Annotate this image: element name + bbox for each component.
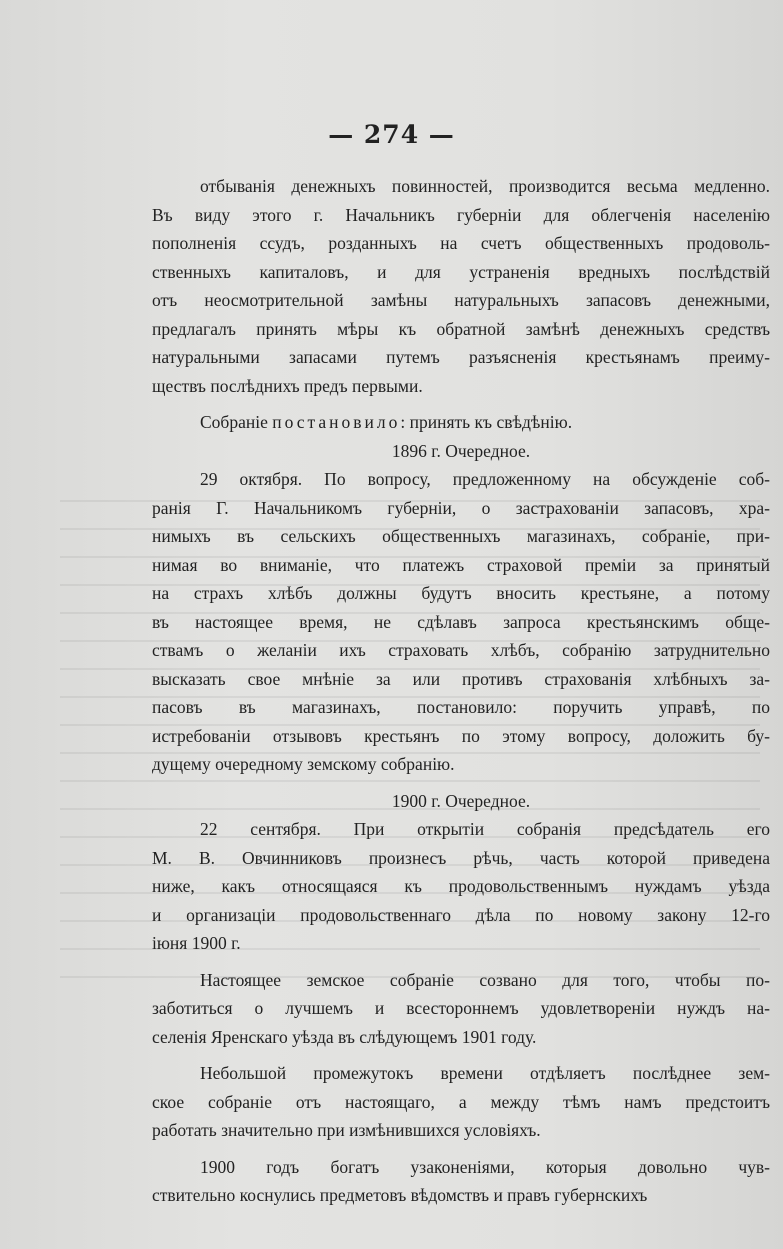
paragraph xyxy=(152,465,770,779)
text-line: и организаціи продовольственнаго дѣла по новому закону 12-го xyxy=(152,904,770,925)
text-line: Небольшой промежутокъ времени отдѣляетъ послѣднее зем- xyxy=(200,1063,770,1083)
text-line: Въ виду этого г. Начальникъ губерніи для облегченія населенію xyxy=(152,204,770,225)
text-line: пасовъ въ магазинахъ, постановило: поручить управѣ, по xyxy=(152,697,770,717)
text-line: селенія Яренскаго уѣзда въ слѣдующемъ 1901 году. xyxy=(152,1026,537,1047)
paragraph xyxy=(152,815,770,958)
text-line: іюня 1900 г. xyxy=(152,933,241,953)
text-line: 1900 годъ богатъ узаконеніями, которыя довольно чув- xyxy=(200,1156,770,1177)
text-line: ствительно коснулись предметовъ вѣдомствъ и правъ губернскихъ xyxy=(152,1185,648,1205)
text-line: 29 октября. По вопросу, предложенному на обсужденіе соб- xyxy=(200,469,770,489)
section-heading: 1896 г. Очередное. xyxy=(391,440,531,461)
text-line: 22 сентября. При открытіи собранія предсѣдатель его xyxy=(200,819,770,839)
text-line: въ настоящее время, не сдѣлавъ запроса крестьянскимъ обще- xyxy=(152,611,770,632)
text-line: ственныхъ капиталовъ, и для устраненія вредныхъ послѣдствій xyxy=(152,261,770,282)
text-line: натуральными запасами путемъ разъясненія крестьянамъ преиму- xyxy=(152,347,770,367)
text-line: истребованіи отзывовъ крестьянъ по этому вопросу, доложить бу- xyxy=(152,725,770,746)
text-line: на страхъ хлѣбъ должны будутъ вносить крестьяне, а потому xyxy=(152,583,770,603)
text-line: ранія Г. Начальникомъ губерніи, о застрахованіи запасовъ, хра- xyxy=(152,497,770,518)
paragraph xyxy=(152,172,770,400)
resolution-line xyxy=(152,408,770,437)
text-line: ствамъ о желаніи ихъ страховать хлѣбъ, собранію затруднительно xyxy=(152,640,770,660)
text-line: отъ неосмотрительной замѣны натуральныхъ запасовъ денежными, xyxy=(152,290,770,310)
resolution-prefix: Собраніе xyxy=(200,412,273,432)
paragraph xyxy=(152,1059,770,1145)
text-line: ниже, какъ относящаяся къ продовольственнымъ нуждамъ уѣзда xyxy=(152,876,770,896)
text-line: нимая во вниманіе, что платежъ страховой преміи за принятый xyxy=(152,554,770,575)
text-line: работать значительно при измѣнившихся условіяхъ. xyxy=(152,1120,541,1140)
paragraph xyxy=(152,1153,770,1210)
paragraph xyxy=(152,966,770,1052)
text-line: Настоящее земское собраніе созвано для того, чтобы по- xyxy=(200,969,770,990)
text-line: высказать свое мнѣніе за или противъ страхованія хлѣбныхъ за- xyxy=(152,668,770,689)
resolution-keyword: постановило xyxy=(272,412,401,432)
text-line: ское собраніе отъ настоящаго, а между тѣмъ намъ предстоитъ xyxy=(152,1091,770,1112)
text-line: пополненія ссудъ, розданныхъ на счетъ общественныхъ продоволь- xyxy=(152,233,770,253)
text-line: дущему очередному земскому собранію. xyxy=(152,754,455,774)
text-line: отбыванія денежныхъ повинностей, производится весьма медленно. xyxy=(200,176,770,196)
text-line: М. В. Овчинниковъ произнесъ рѣчь, часть которой приведена xyxy=(152,847,770,868)
text-line: нимыхъ въ сельскихъ общественныхъ магазинахъ, собраніе, при- xyxy=(152,526,770,546)
resolution-suffix: : принять къ свѣдѣнію. xyxy=(400,412,573,432)
text-line: заботиться о лучшемъ и всестороннемъ удовлетвореніи нуждъ на- xyxy=(152,998,770,1018)
text-line: предлагалъ принять мѣры къ обратной замѣнѣ денежныхъ средствъ xyxy=(152,318,770,339)
section-heading: 1900 г. Очередное. xyxy=(391,790,531,811)
body-text xyxy=(152,172,770,1218)
text-line: ществъ послѣднихъ предъ первыми. xyxy=(152,375,423,396)
page-number: — 274 — xyxy=(328,120,455,149)
